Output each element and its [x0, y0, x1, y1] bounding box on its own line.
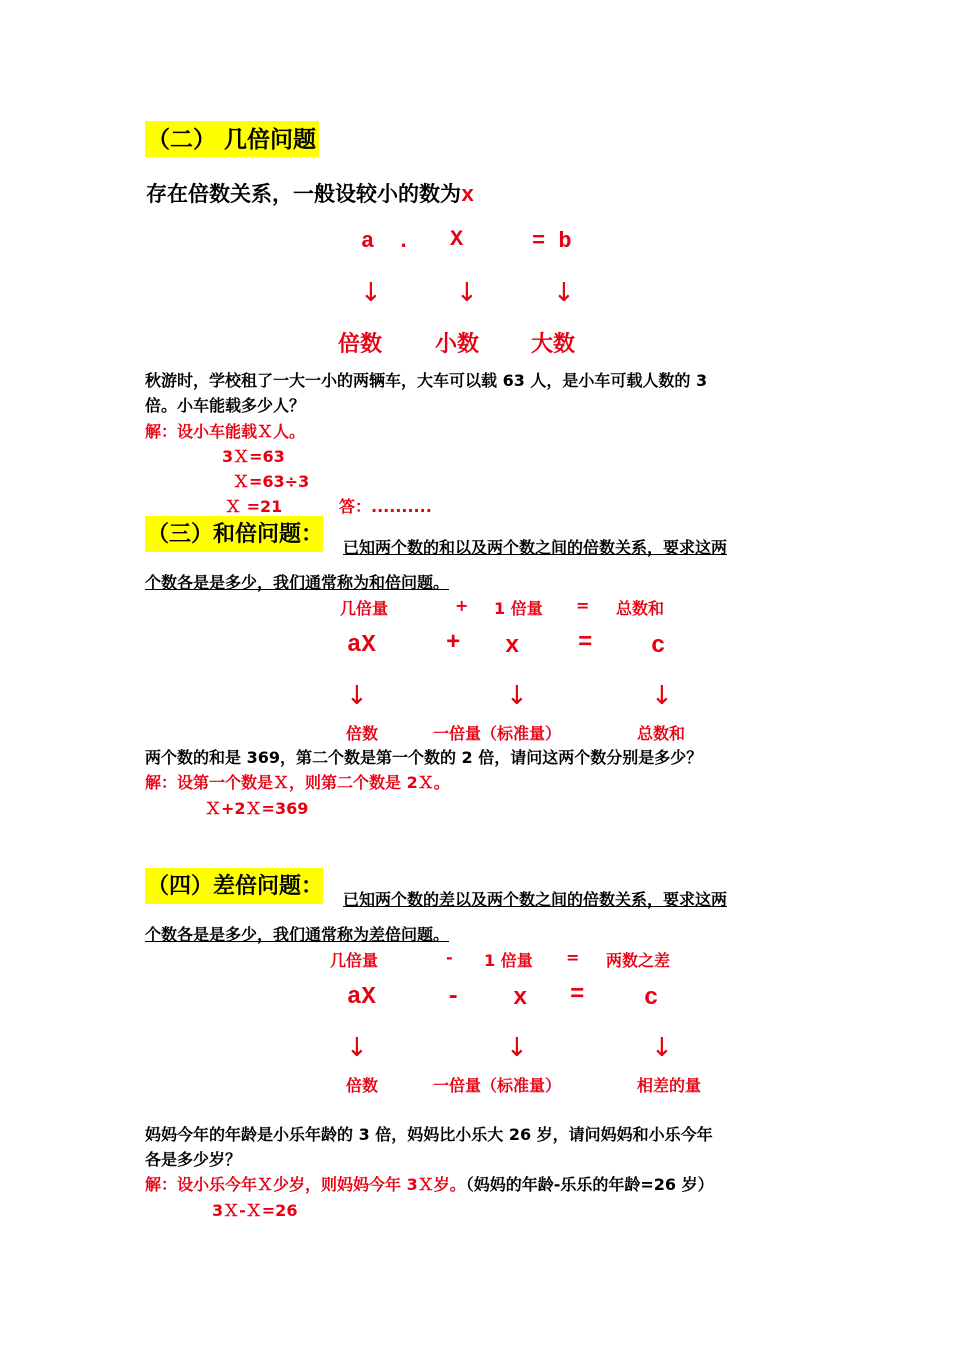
top-label-one-multiple: 1 倍量 — [484, 951, 533, 970]
bottom-label-total-sum: 总数和 — [637, 724, 686, 743]
arrow-down-icon: ↓ — [553, 278, 575, 308]
problem-1-line-2: 倍。小车能载多少人？ — [145, 396, 306, 415]
label-large-number: 大数 — [531, 332, 576, 357]
section-3-heading: （三）和倍问题： — [145, 516, 323, 552]
solution-1-intro: 解：设小车能载Ｘ人。 — [145, 422, 306, 441]
bottom-label-multiple: 倍数 — [346, 1076, 379, 1095]
answer-placeholder: 答：.......... — [339, 497, 432, 516]
arrow-down-icon: ↓ — [360, 278, 382, 308]
section-2-intro — [146, 178, 474, 208]
intro-variable: x — [461, 183, 475, 208]
formula-c: c — [644, 985, 659, 1012]
bottom-label-standard: 一倍量（标准量） — [433, 724, 562, 743]
solution-1-step-2: Ｘ=63÷3 — [233, 472, 310, 491]
formula-dot: . — [397, 229, 411, 254]
formula-a: a — [361, 229, 375, 254]
section-4-definition-line-2: 个数各是是多少，我们通常称为差倍问题。 — [145, 925, 450, 944]
formula-equals: = — [570, 982, 585, 1009]
bottom-label-multiple: 倍数 — [346, 724, 379, 743]
arrow-down-icon: ↓ — [346, 681, 368, 711]
formula-x: x — [513, 985, 528, 1012]
bottom-label-standard: 一倍量（标准量） — [433, 1076, 562, 1095]
problem-3-line-2: 各是多少岁？ — [145, 1150, 242, 1169]
solution-1-step-3: Ｘ =21 — [225, 497, 283, 516]
solution-3-line — [145, 1172, 714, 1197]
arrow-down-icon: ↓ — [346, 1033, 368, 1063]
formula-ax: aX — [347, 984, 376, 1011]
top-label-equals: = — [576, 596, 590, 615]
intro-text: 存在倍数关系，一般设较小的数为 — [146, 182, 461, 206]
arrow-down-icon: ↓ — [651, 1033, 673, 1063]
solution-3-intro: 解：设小乐今年Ｘ少岁，则妈妈今年 3Ｘ岁。 — [145, 1175, 466, 1194]
bottom-label-difference: 相差的量 — [637, 1076, 702, 1095]
solution-3-note: （妈妈的年龄-乐乐的年龄=26 岁） — [465, 1175, 714, 1194]
section-4-heading: （四）差倍问题： — [145, 868, 323, 904]
section-2-heading: （二） 几倍问题 — [145, 121, 319, 157]
top-label-plus: + — [455, 596, 469, 615]
top-label-multiple-amount: 几倍量 — [340, 599, 389, 618]
top-label-minus: - — [446, 948, 453, 967]
arrow-down-icon: ↓ — [506, 1033, 528, 1063]
problem-1-line-1: 秋游时，学校租了一大一小的两辆车，大车可以载 63 人，是小车可载人数的 3 — [145, 371, 708, 390]
arrow-down-icon: ↓ — [506, 681, 528, 711]
solution-1-step-1: 3Ｘ=63 — [222, 447, 285, 466]
section-4-definition-line-1: 已知两个数的差以及两个数之间的倍数关系，要求这两 — [343, 890, 728, 909]
formula-minus: - — [446, 984, 461, 1011]
label-small-number: 小数 — [435, 332, 480, 357]
formula-eq-b: = b — [532, 229, 572, 254]
formula-plus: + — [446, 630, 461, 657]
formula-ax: aX — [347, 632, 376, 659]
solution-2-step-1: Ｘ+2Ｘ=369 — [205, 799, 309, 818]
label-multiple: 倍数 — [338, 332, 383, 357]
problem-3-line-1: 妈妈今年的年龄是小乐年龄的 3 倍，妈妈比小乐大 26 岁，请问妈妈和小乐今年 — [145, 1125, 713, 1144]
formula-x: X — [450, 227, 464, 252]
solution-2-intro: 解：设第一个数是Ｘ，则第二个数是 2Ｘ。 — [145, 773, 450, 792]
top-label-difference: 两数之差 — [606, 951, 671, 970]
formula-equals: = — [578, 630, 593, 657]
section-3-definition-line-2: 个数各是是多少，我们通常称为和倍问题。 — [145, 573, 450, 592]
top-label-multiple-amount: 几倍量 — [330, 951, 379, 970]
problem-2: 两个数的和是 369，第二个数是第一个数的 2 倍，请问这两个数分别是多少？ — [145, 748, 703, 767]
top-label-total-sum: 总数和 — [616, 599, 665, 618]
section-3-definition-line-1: 已知两个数的和以及两个数之间的倍数关系，要求这两 — [343, 538, 728, 557]
formula-c: c — [651, 633, 666, 660]
top-label-equals: = — [566, 948, 580, 967]
top-label-one-multiple: 1 倍量 — [494, 599, 543, 618]
arrow-down-icon: ↓ — [456, 278, 478, 308]
solution-3-step-1: 3Ｘ-Ｘ=26 — [212, 1201, 298, 1220]
formula-x: x — [505, 633, 520, 660]
arrow-down-icon: ↓ — [651, 681, 673, 711]
